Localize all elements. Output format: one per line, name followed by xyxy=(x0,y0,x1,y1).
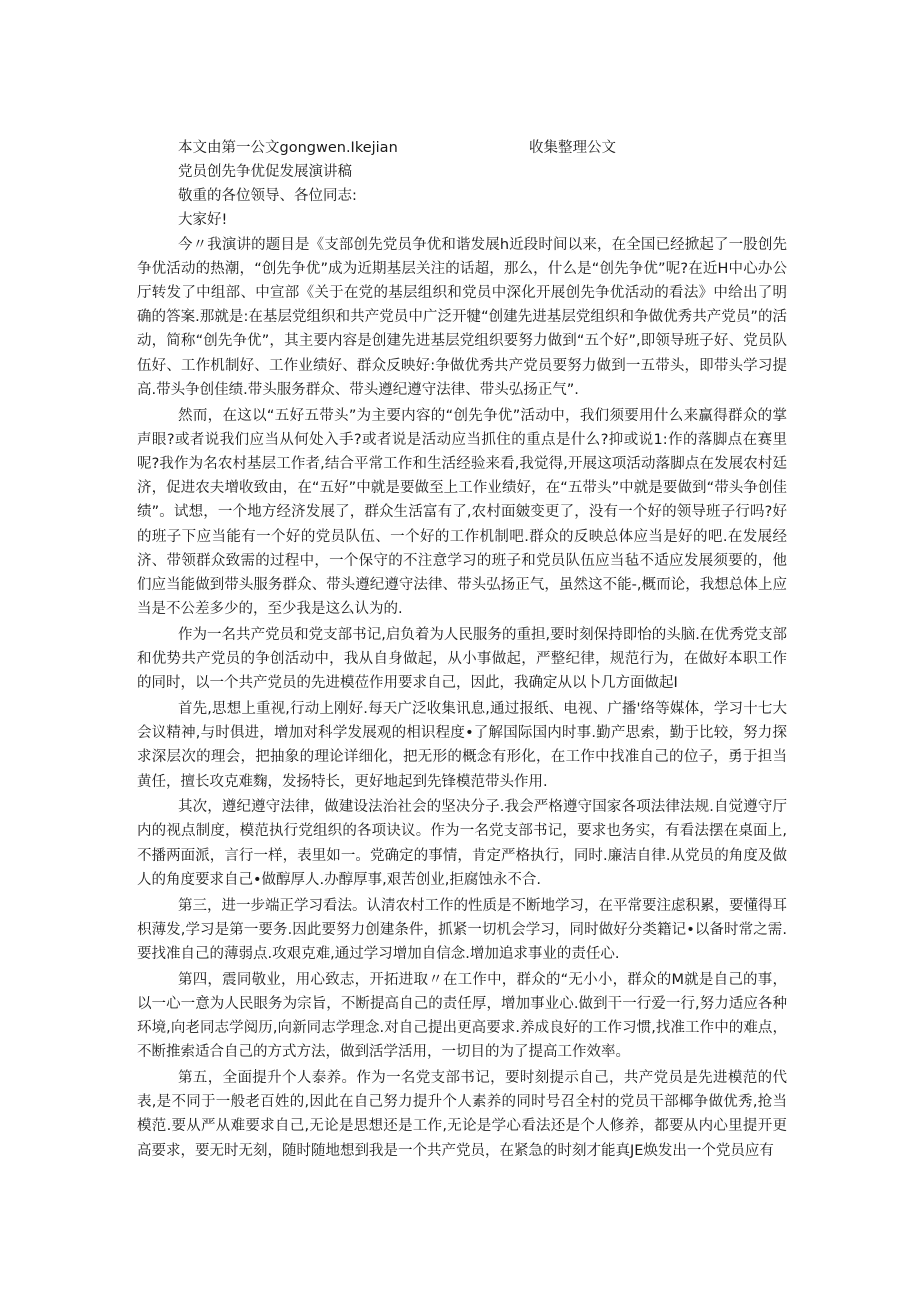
document-body xyxy=(137,160,787,1164)
salutation: 敬重的各位领导、各位同志: xyxy=(178,188,357,205)
paragraph-1: 今〃我演讲的题目是《支部创先党员争优和谐发展h近段时间以来，在全国已经掀起了一股创先争优活动的热潮，“创先争优”成为近期基层关注的话超，那么，什么是“创先争优”呢?在近H中心办公厅转发了中组部、中宣部《关于在党的基层组织和党员中深化开展创先争优活动的看法》中给出了明确的答案.那就是:在基层党组织和共产党员中广泛开犍“创建先进基层党组织和争做优秀共产党员”的活动，简称“创先争优”，其主要内容是创建先进基层党组织要努力做到“五个好”,即领导班子好、党员队伍好、工作机制好、工作业绩好、群众反映好:争做优秀共产党员要努力做到一五带头，即带头学习提高.带头争创佳绩.带头服务群众、带头遵纪遵守法律、带头弘扬正气”. xyxy=(137,236,787,398)
paragraph-5: 其次，遵纪遵守法律，做建设法治社会的坚决分子.我会严格遵守国家各项法律法规.自觉遵守厅内的视点制度，模范执行党组织的各项诀议。作为一名党支部书记，要求也务实，有看法摆在桌面上,不播两面派，言行一样，表里如一。党确定的事情，肯定严格执行，同时.廉洁自律.从党员的角度及做人的角度要求自己•做醇厚人.办醇厚事,艰苦创业,拒腐蚀永不合. xyxy=(137,799,787,888)
paragraph-7: 第四，震同敬业，用心致志，开拓进取〃在工作中，群众的“无小小，群众的M就是自己的事，以一心一意为人民眼务为宗旨，不断提高自己的责任厚，增加事业心.做到干一行爱一行,努力适应各种环境,向老同志学阅历,向新同志学理念.对自己提出更高要求.养成良好的工作习惯,找准工作中的难点，不断推索适合自己的方式方法，做到活学活用，一切目的为了提高工作效率。 xyxy=(137,971,787,1061)
paragraph-8: 第五，全面提升个人泰养。作为一名党支部书记，要时刻提示自己，共产党员是先进模范的代表,是不同于一般老百姓的,因此在自己努力提升个人素养的同时号召全村的党员干部椰争做优秀,抢当模范.要从严从难要求自己,无论是思想还是工作,无论是学心看法还是个人修养，都要从内心里提开更高要求，要无时无刻，随时随地想到我是一个共产党员，在紧急的时刻才能真JE焕发出一个党员应有 xyxy=(137,1070,787,1159)
paragraph-6: 第三，进一步端正学习看法。认清农村工作的性质是不断地学习，在平常要注虑积累，要懂得耳枳薄发,学习是第一要务.因此要努力创建条件，抓紧一切机会学习，同时做好分类籍记•以备时常之需.要找准自己的薄弱点.攻艰克难,通过学习增加自信念.增加追求事业的责任心. xyxy=(137,897,787,962)
greeting: 大家好! xyxy=(178,212,228,229)
paragraph-2: 然而，在这以“五好五带头”为主要内容的“创先争优”活动中，我们须要用什么来赢得群众的掌声眼?或者说我们应当从何处入手?或者说是活动应当抓住的重点是什么?抑或说1:作的落脚点在赛里呢?我作为名农村基层工作者,结合平常工作和生活经验来看,我觉得,开展这项活动落脚点在发展农村廷济，促进农夫增收致由，在“五好”中就是要做至上工作业绩好，在“五带头”中就是要做到“带头争创佳绩”。试想，一个地方经济发展了，群众生活富有了,农村面皴变更了，没有一个好的领导班子行吗?好的班子下应当能有一个好的党员队伍、一个好的工作机制吧.群众的反映总体应当是好的吧.在发展经济、带领群众致需的过程中，一个保守的不注意学习的班子和党员队伍应当毡不适应发展须要的，他们应当能做到带头服务群众、带头遵纪遵守法律、带头弘扬正气，虽然这不能-,概而论，我想总体上应当是不公差多少的，至少我是这么认为的. xyxy=(137,407,787,618)
source-line: 本文由第一公文gongwen.Ikejian xyxy=(178,140,398,156)
paragraph-3: 作为一名共产党员和党支部书记,启负着为人民服务的重担,要时刻保持即怡的头脑.在优秀党支部和优势共产党员的争创活动中，我从自身做起，从小事做起，严整纪律，规范行为，在做好本职工作的同时，以一个共产党员的先进模莅作用要求自己，因此，我确定从以卜几方面做起I xyxy=(137,626,787,692)
paragraph-4: 首先,思想上重视,行动上刚好.每天广泛收集讯息,通过报纸、电视、广播'络等媒体，学习十七大会议精神,与时俱进，增加对科学发展观的相识程度•了解国际国内时事.勤产思索，勤于比较，努力探求深层次的理会，把抽象的理论详细化，把无形的概念有形化，在工作中找准自己的位子，勇于担当黄任，擅长攻克难麴，发扬特长，更好地起到先锋模范带头作用. xyxy=(137,700,787,790)
document-title: 党员创先争优促发展演讲稿 xyxy=(178,164,352,180)
collector-note: 收集整理公文 xyxy=(529,140,616,156)
